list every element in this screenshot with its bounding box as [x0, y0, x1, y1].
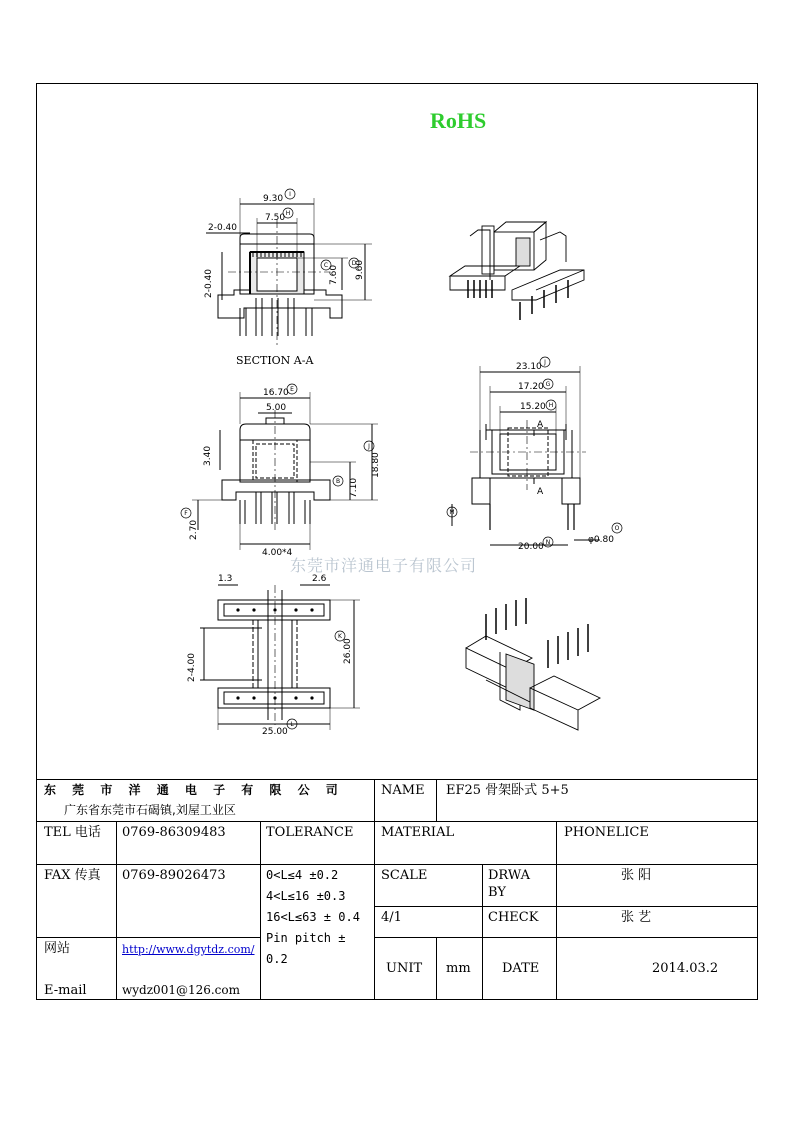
- section-label: SECTION A-A: [236, 354, 314, 367]
- name-value: EF25 骨架卧式 5+5: [446, 783, 569, 798]
- dim-17-20: 17.20: [518, 382, 544, 392]
- dim-1-3: 1.3: [218, 574, 233, 584]
- bottom-balloons: [287, 631, 345, 729]
- section-mark-a-top: A: [537, 420, 544, 430]
- dim-3-40: 3.40: [203, 445, 213, 466]
- tolerance-values: 0<L≤4 ±0.2 4<L≤16 ±0.3 16<L≤63 ± 0.4 Pin pitch ± 0.2: [266, 868, 360, 966]
- balloon: F: [184, 510, 188, 517]
- dim-2-6: 2.6: [312, 574, 327, 584]
- dim-4-00x4: 4.00*4: [262, 548, 293, 558]
- dim-7-50: 7.50: [265, 213, 286, 223]
- balloon: J: [544, 359, 546, 366]
- dim-7-10: 7.10: [349, 477, 359, 498]
- unit-value: mm: [446, 961, 471, 976]
- balloon: I: [289, 191, 291, 198]
- date-value: 2014.03.2: [652, 961, 719, 976]
- iso-view-bottom: [466, 598, 600, 730]
- draw-by-value: 张 阳: [621, 868, 652, 883]
- section-view: [206, 198, 372, 345]
- name-label: NAME: [381, 783, 425, 798]
- dim-26-00: 26.00: [343, 638, 353, 664]
- balloon: H: [548, 402, 554, 409]
- tel-value: 0769-86309483: [122, 825, 226, 840]
- rohs-mark: RoHS: [430, 108, 487, 133]
- dim-9-30: 9.30: [263, 194, 284, 204]
- balloon: M: [449, 509, 455, 516]
- iso-view-top: [450, 222, 584, 320]
- fax-value: 0769-89026473: [122, 868, 226, 883]
- bottom-balloon-letters: [290, 633, 343, 728]
- date-label: DATE: [502, 961, 540, 976]
- scale-label: SCALE: [381, 868, 428, 883]
- balloon: N: [545, 539, 551, 546]
- dim-2-70: 2.70: [189, 519, 199, 540]
- balloon: G: [545, 381, 551, 388]
- tel-label: TEL 电话: [44, 825, 101, 840]
- fax-label: FAX 传真: [44, 868, 101, 883]
- balloon: C: [323, 262, 329, 269]
- dim-25-00: 25.00: [262, 727, 288, 737]
- dim-15-20: 15.20: [520, 402, 546, 412]
- bottom-dim-labels: [187, 574, 353, 737]
- dim-2-4-00: 2-4.00: [187, 652, 197, 682]
- balloon: L: [290, 721, 294, 728]
- company-address: 广东省东莞市石碣镇,刘屋工业区: [64, 803, 236, 817]
- balloon: B: [335, 478, 341, 485]
- balloon: K: [338, 633, 342, 640]
- title-block: [36, 779, 758, 1000]
- material-label: MATERIAL: [381, 825, 455, 840]
- email-label: E-mail: [44, 983, 87, 998]
- material-value: PHONELICE: [564, 825, 649, 840]
- dim-7-60: 7.60: [329, 264, 339, 285]
- check-value: 张 艺: [621, 910, 652, 925]
- dim-18-80: 18.80: [371, 452, 381, 478]
- watermark: 东莞市洋通电子有限公司: [290, 556, 478, 575]
- dim-20-00: 20.00: [518, 542, 544, 552]
- unit-label: UNIT: [386, 961, 423, 976]
- bottom-view: [200, 585, 360, 730]
- side-view: [452, 366, 600, 545]
- front-view: [192, 392, 378, 550]
- dim-phi-0-80: φ0.80: [588, 535, 614, 545]
- scale-value: 4/1: [381, 910, 402, 925]
- tolerance-label: TOLERANCE: [266, 825, 354, 840]
- email-value: wydz001@126.com: [122, 983, 241, 997]
- website-label: 网站: [44, 941, 71, 956]
- website-link[interactable]: http://www.dgytdz.com/: [122, 943, 255, 956]
- dim-2-040-top: 2-0.40: [208, 223, 238, 233]
- balloon: E: [290, 386, 294, 393]
- side-dim-labels: [516, 362, 614, 552]
- balloon: H: [285, 210, 291, 217]
- balloon: O: [614, 525, 620, 532]
- draw-by-label: DRWA BY: [488, 868, 531, 900]
- dim-23-10: 23.10: [516, 362, 542, 372]
- balloon: D: [351, 260, 357, 267]
- section-mark-a-bottom: A: [537, 487, 544, 497]
- balloon: J: [368, 443, 370, 450]
- company-name: 东 莞 市 洋 通 电 子 有 限 公 司: [44, 783, 344, 797]
- dim-2-040-side: 2-0.40: [204, 268, 214, 298]
- dim-16-70: 16.70: [263, 388, 289, 398]
- dim-5-00: 5.00: [266, 403, 287, 413]
- dim-9-60: 9.60: [355, 259, 365, 280]
- check-label: CHECK: [488, 910, 539, 925]
